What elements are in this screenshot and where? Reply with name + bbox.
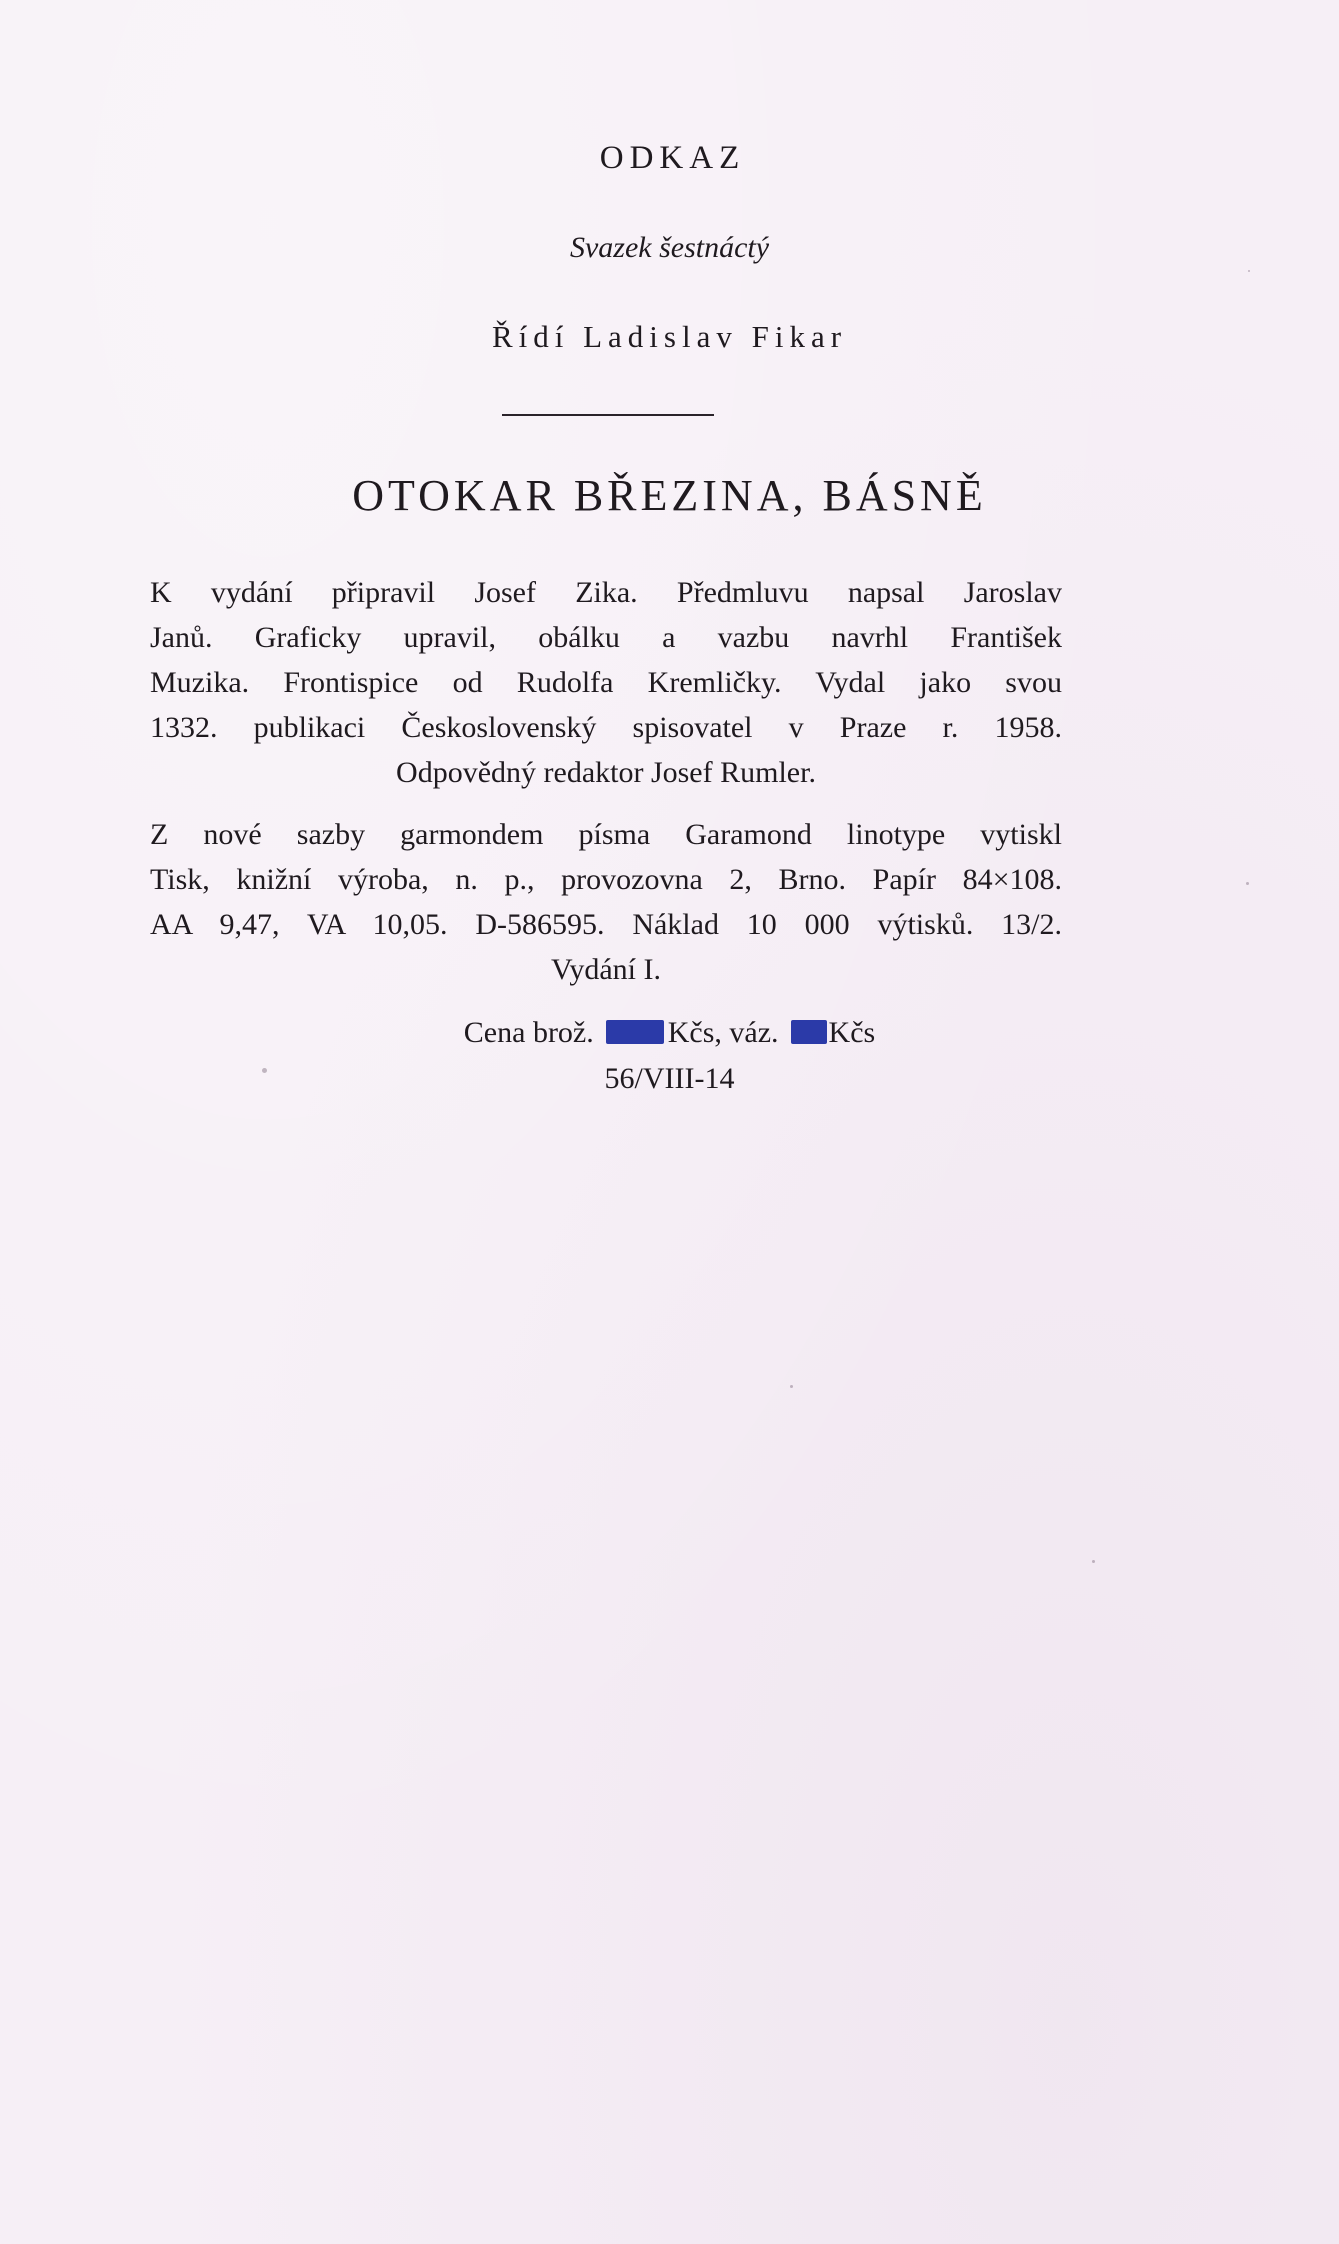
colophon-line: Odpovědný redaktor Josef Rumler. [396, 756, 816, 789]
print-code: 56/VIII-14 [604, 1062, 735, 1095]
printing-line: Vydání I. [551, 953, 661, 986]
series-editor: Řídí Ladislav Fikar [491, 319, 848, 354]
book-title: OTOKAR BŘEZINA, BÁSNĚ [352, 471, 987, 520]
price-line [0, 1010, 1339, 1055]
divider-rule [502, 414, 714, 416]
volume-number: Svazek šestnáctý [569, 231, 770, 264]
colophon-paragraph [150, 570, 1062, 795]
paper-speck [790, 1385, 793, 1388]
printing-line: AA 9,47, VA 10,05. D-586595. Náklad 10 000 výtisků. 13/2. [150, 908, 1062, 941]
paper-speck [1092, 1560, 1095, 1563]
paper-speck [1246, 882, 1249, 885]
redacted-price-paperback [606, 1020, 664, 1044]
colophon-line: Janů. Graficky upravil, obálku a vazbu navrhl František [150, 621, 1062, 654]
price-unit-bound: Kčs [828, 1016, 876, 1049]
paper-speck [262, 1068, 267, 1073]
printing-paragraph [150, 812, 1062, 992]
printing-line: Z nové sazby garmondem písma Garamond linotype vytiskl [150, 818, 1062, 851]
colophon-line: Muzika. Frontispice od Rudolfa Kremličky. Vydal jako svou [150, 666, 1062, 699]
series-name: ODKAZ [599, 140, 746, 176]
printing-line: Tisk, knižní výroba, n. p., provozovna 2, Brno. Papír 84×108. [150, 863, 1062, 896]
price-unit-paperback: Kčs, váz. [667, 1016, 779, 1049]
price-prefix: Cena brož. [463, 1016, 594, 1049]
redacted-price-bound [791, 1020, 827, 1044]
paper-speck [1248, 270, 1250, 272]
colophon-line: K vydání připravil Josef Zika. Předmluvu napsal Jaroslav [150, 576, 1062, 609]
colophon-line: 1332. publikaci Československý spisovatel v Praze r. 1958. [150, 711, 1062, 744]
